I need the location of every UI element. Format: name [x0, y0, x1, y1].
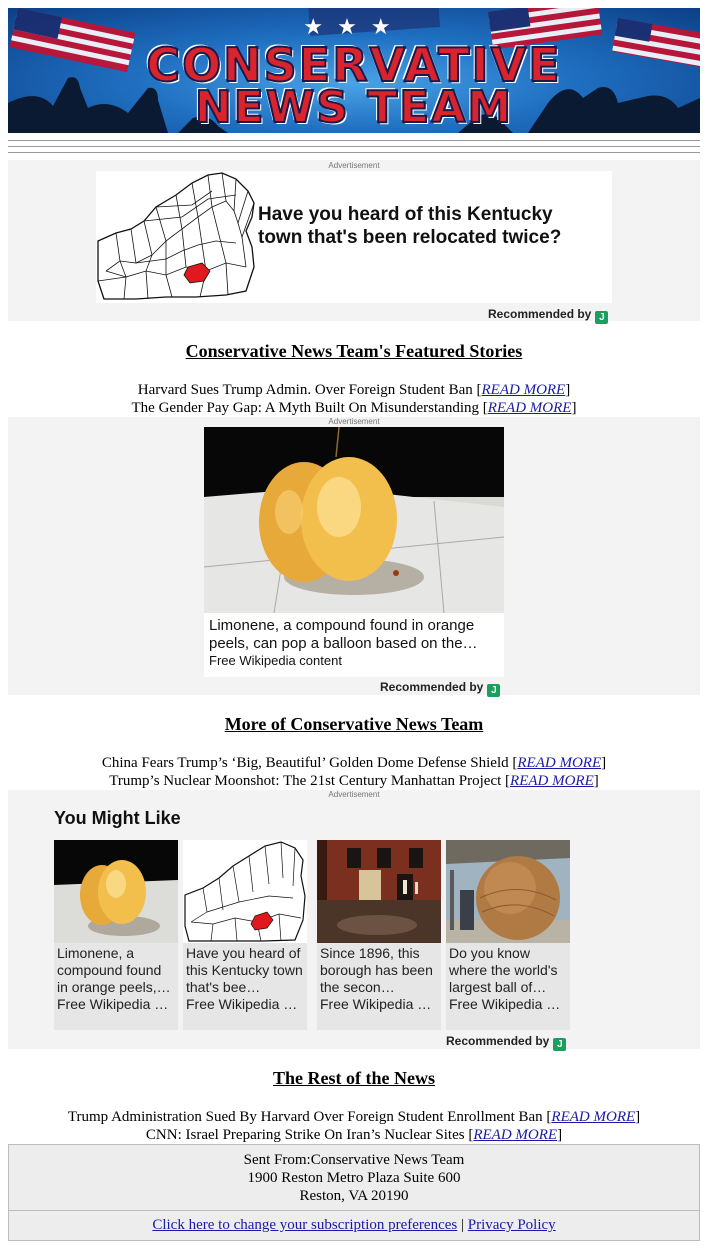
privacy-policy-link[interactable]: Privacy Policy [467, 1217, 556, 1233]
card-source: Free Wikipedia c… [449, 996, 567, 1012]
recommender-logo-icon: J [553, 1038, 566, 1051]
link-separator: | [460, 1217, 464, 1233]
featured-section-title: Conservative News Team's Featured Stories [185, 341, 523, 361]
recommender-logo-icon: J [487, 684, 500, 697]
read-more-link[interactable]: READ MORE [481, 382, 566, 398]
ad-label: Advertisement [328, 161, 380, 170]
read-more-link[interactable]: READ MORE [487, 400, 572, 416]
recommended-by-label: Recommended by [446, 1034, 550, 1048]
story-title: Trump’s Nuclear Moonshot: The 21st Century Manhattan Project [109, 773, 502, 789]
recommendation-card[interactable] [54, 840, 178, 1030]
recommended-by-1[interactable] [488, 307, 608, 324]
ad-caption-balloon[interactable] [204, 613, 504, 677]
recommender-logo-icon: J [595, 311, 608, 324]
card-image-borough [317, 840, 441, 943]
you-might-like-title: You Might Like [54, 808, 181, 828]
card-source: Free Wikipedia c… [186, 996, 304, 1012]
read-more-link[interactable]: READ MORE [473, 1127, 558, 1143]
story-title: Harvard Sues Trump Admin. Over Foreign Student Ban [137, 382, 473, 398]
card-source: Free Wikipedia c… [57, 996, 175, 1012]
subscription-preferences-link[interactable]: Click here to change your subscription preferences [152, 1217, 458, 1233]
card-title[interactable]: Limonene, a compound found in orange peels,… [57, 945, 171, 995]
read-more-link[interactable]: READ MORE [517, 755, 602, 771]
divider-top [8, 140, 700, 141]
ad-headline[interactable]: Have you heard of this Kentucky town that's been relocated twice? [258, 204, 562, 248]
kentucky-map-image [96, 171, 256, 301]
divider-mid [8, 146, 700, 147]
card-image-twine-ball [446, 840, 570, 943]
story-title: The Gender Pay Gap: A Myth Built On Misunderstanding [131, 400, 479, 416]
card-image-balloon [54, 840, 178, 943]
card-source: Free Wikipedia c… [320, 996, 438, 1012]
card-title[interactable]: Do you know where the world's largest ball of… [449, 945, 558, 995]
featured-story-1: Harvard Sues Trump Admin. Over Foreign Student Ban [READ MORE] [137, 382, 571, 398]
read-more-link[interactable]: READ MORE [510, 773, 594, 789]
more-story-1: China Fears Trump’s ‘Big, Beautiful’ Golden Dome Defense Shield [READ MORE] [101, 755, 607, 771]
address-line-2: Reston, VA 20190 [299, 1188, 409, 1204]
ad-caption-title[interactable]: Limonene, a compound found in orange peels, can pop a balloon based on the… [209, 617, 478, 652]
ad-caption-source: Free Wikipedia content [209, 653, 342, 668]
story-title: China Fears Trump’s ‘Big, Beautiful’ Golden Dome Defense Shield [101, 755, 509, 771]
ad-card-kentucky[interactable] [96, 171, 612, 303]
recommended-by-2[interactable] [380, 680, 500, 697]
recommendation-card[interactable] [446, 840, 570, 1030]
ad-label: Advertisement [328, 417, 380, 426]
more-section-title: More of Conservative News Team [224, 714, 484, 734]
read-more-link[interactable]: READ MORE [551, 1109, 636, 1125]
recommendation-card[interactable] [183, 840, 307, 1030]
sent-from-line: Sent From:Conservative News Team [243, 1152, 465, 1168]
rest-story-2: CNN: Israel Preparing Strike On Iran’s Nuclear Sites [READ MORE] [145, 1127, 563, 1143]
divider-bottom [8, 152, 700, 153]
recommended-by-label: Recommended by [488, 307, 592, 321]
story-title: Trump Administration Sued By Harvard Over Foreign Student Enrollment Ban [67, 1109, 543, 1125]
address-line-1: 1900 Reston Metro Plaza Suite 600 [247, 1170, 461, 1186]
recommended-by-3[interactable] [446, 1034, 566, 1051]
footer-links [8, 1210, 700, 1241]
rest-story-1: Trump Administration Sued By Harvard Over Foreign Student Enrollment Ban [READ MORE] [67, 1109, 641, 1125]
recommended-by-label: Recommended by [380, 680, 484, 694]
banner-title-line2: NEWS TEAM [194, 82, 514, 133]
ad-label: Advertisement [328, 790, 380, 799]
recommendation-card[interactable] [317, 840, 441, 1030]
story-title: CNN: Israel Preparing Strike On Iran’s Nuclear Sites [145, 1127, 465, 1143]
featured-story-2: The Gender Pay Gap: A Myth Built On Misunderstanding [READ MORE] [131, 400, 577, 416]
card-image-kentucky-map [183, 840, 307, 943]
card-title[interactable]: Since 1896, this borough has been the secon… [320, 945, 433, 995]
more-story-2: Trump’s Nuclear Moonshot: The 21st Century Manhattan Project [READ MORE] [109, 773, 599, 789]
rest-section-title: The Rest of the News [273, 1068, 435, 1088]
banner-stars: ★★★ [303, 14, 405, 39]
header-banner [8, 8, 700, 133]
ad-image-balloon[interactable] [204, 427, 504, 613]
card-title[interactable]: Have you heard of this Kentucky town that's bee… [186, 945, 303, 995]
footer-address-block [8, 1144, 700, 1212]
balloon-photo [204, 427, 504, 613]
banner-title-line1: CONSERVATIVE [146, 38, 562, 92]
